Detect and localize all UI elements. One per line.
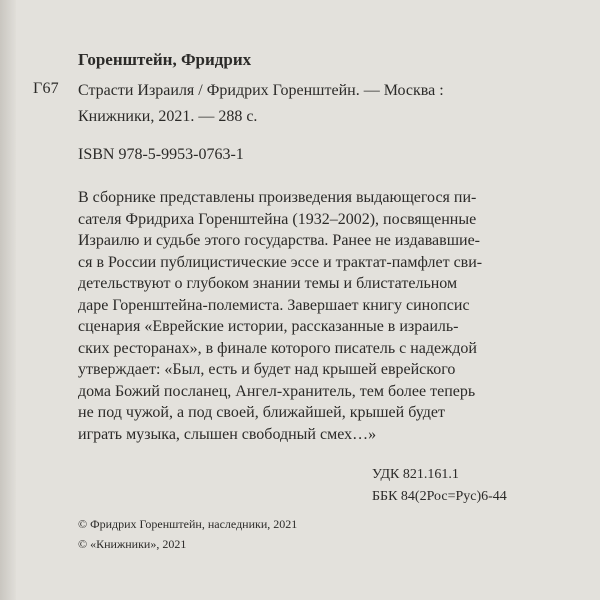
bbk-index: ББК 84(2Рос=Рус)6-44 — [372, 489, 507, 504]
isbn: ISBN 978-5-9953-0763-1 — [78, 146, 244, 163]
annotation-line: детельствуют о глубоком знании темы и блистательном — [78, 275, 458, 292]
classification-indexes — [372, 464, 507, 508]
copyright-line: © «Книжники», 2021 — [78, 537, 187, 551]
udk-index: УДК 821.161.1 — [372, 467, 459, 482]
bibliographic-description — [78, 78, 528, 130]
annotation-line: ских ресторанах», в финале которого писатель с надеждой — [78, 339, 477, 357]
annotation-line: сателя Фридриха Горенштейна (1932–2002), посвященные — [78, 210, 477, 228]
annotation-line: дома Божий посланец, Ангел-хранитель, тем более теперь — [78, 382, 476, 400]
page-edge-shadow — [0, 0, 16, 600]
annotation-line: ся в России публицистические эссе и трактат-памфлет сви- — [78, 253, 483, 271]
annotation-line: сценария «Еврейские истории, рассказанные в израиль- — [78, 318, 459, 335]
annotation-line: играть музыка, слышен свободный смех…» — [78, 425, 377, 443]
title-line-2: Книжники, 2021. — 288 с. — [78, 108, 258, 125]
copyright-line: © Фридрих Горенштейн, наследники, 2021 — [78, 517, 298, 531]
annotation-line: В сборнике представлены произведения выдающегося пи- — [78, 189, 477, 206]
annotation-line: даре Горенштейна-полемиста. Завершает книгу синопсис — [78, 296, 470, 314]
author-heading: Горенштейн, Фридрих — [78, 50, 252, 69]
classification-code: Г67 — [33, 80, 59, 97]
title-line-1: Страсти Израиля / Фридрих Горенштейн. — Москва : — [78, 82, 444, 99]
copyright-block — [78, 514, 297, 554]
annotation-line: не под чужой, а под своей, ближайшей, крышей будет — [78, 404, 445, 421]
annotation-line: утверждает: «Был, есть и будет над крышей еврейского — [78, 361, 456, 378]
annotation-line: Израилю и судьбе этого государства. Ранее не издававшие- — [78, 232, 481, 249]
annotation — [78, 187, 538, 445]
